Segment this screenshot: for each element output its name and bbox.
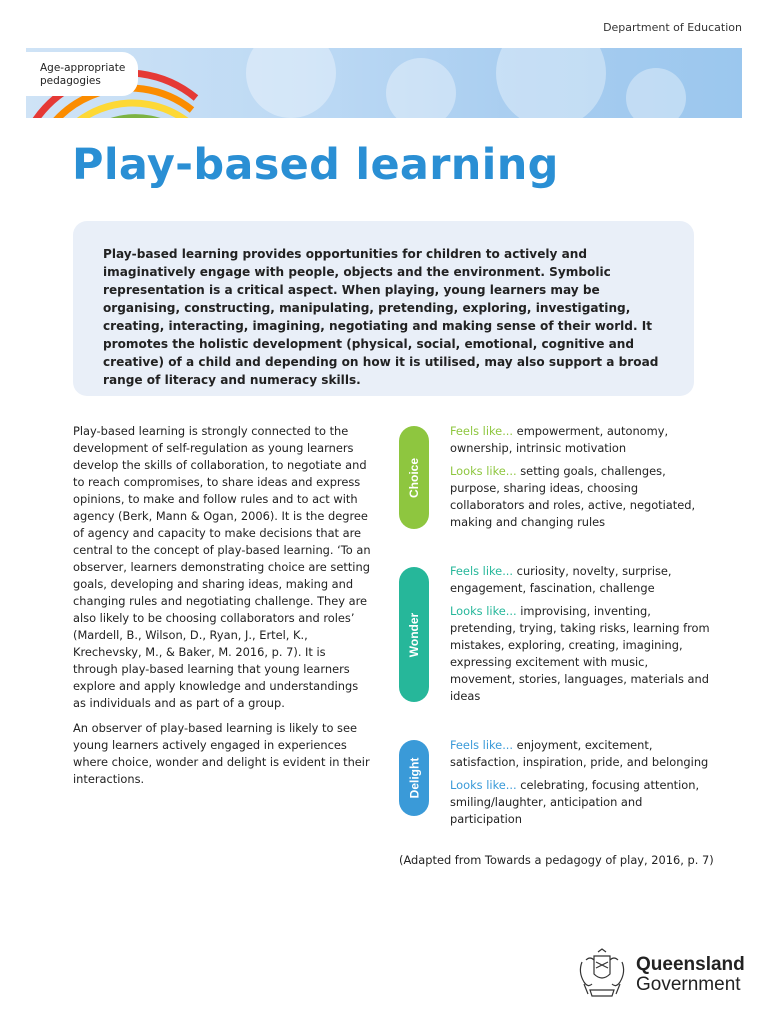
- choice-label: Choice: [407, 457, 422, 498]
- body-paragraph-2: An observer of play-based learning is likely to see young learners actively engaged in experiences where choice, wonder and delight is evident in their interactions.: [73, 721, 370, 786]
- delight-label: Delight: [407, 757, 422, 799]
- wonder-looks-text: improvising, inventing, pretending, trying, taking risks, learning from mistakes, exploring, creating, imagining, expressing excitement with music, movement, stories, languages, materials and ideas: [450, 604, 710, 703]
- citation: (Adapted from Towards a pedagogy of play, 2016, p. 7): [399, 853, 714, 867]
- qld-government-logo: [574, 948, 745, 1002]
- body-column: [73, 423, 373, 796]
- choice-description: [450, 423, 710, 537]
- wonder-looks-keyword: Looks like...: [450, 604, 517, 618]
- intro-box: Play-based learning provides opportunities for children to actively and imaginatively engage with people, objects and the environment. Symbolic representation is a critical aspect. When playing, young learners may be organising, constructing, manipulating, pretending, exploring, investigating, creating, interacting, imagining, negotiating and making sense of their world. It promotes the holistic development (physical, social, emotional, cognitive and creative) of a child and depending on how it is utilised, may also support a broad range of literacy and numeracy skills.: [73, 221, 694, 396]
- wonder-pill: [399, 567, 429, 702]
- wonder-feels-text: curiosity, novelty, surprise, engagement, fascination, challenge: [450, 564, 672, 595]
- coat-of-arms-icon: [574, 948, 630, 1002]
- tag-line-2: pedagogies: [40, 75, 101, 87]
- delight-looks-keyword: Looks like...: [450, 778, 517, 792]
- wonder-feels-keyword: Feels like...: [450, 564, 514, 578]
- delight-looks-text: celebrating, focusing attention, smiling/laughter, anticipation and participation: [450, 778, 700, 826]
- delight-feels-keyword: Feels like...: [450, 738, 514, 752]
- logo-line-1: Queensland: [636, 954, 745, 975]
- department-label: Department of Education: [603, 21, 742, 34]
- delight-feels-text: enjoyment, excitement, satisfaction, inspiration, pride, and belonging: [450, 738, 709, 769]
- body-paragraph-1: Play-based learning is strongly connected to the development of self-regulation as young learners develop the skills of collaboration, to negotiate and to reach compromises, to share ideas and express opinions, to make and follow rules and to act with agency (Berk, Mann & Ogan, 2006). It is the degree of agency and capacity to make decisions that are central to the concept of play-based learning. ‘To an observer, learners demonstrating choice are setting goals, developing and sharing ideas, making and changing rules and negotiating challenge. They are also likely to be choosing collaborators and roles’ (Mardell, B., Wilson, D., Ryan, J., Ertel, K., Krechevsky, M., & Baker, M. 2016, p. 7). It is through play-based learning that young learners explore and apply knowledge and understandings as individuals and as part of a group.: [73, 424, 371, 710]
- choice-pill: [399, 426, 429, 529]
- choice-looks-text: setting goals, challenges, purpose, sharing ideas, choosing collaborators and roles, active, negotiated, making and changing rules: [450, 464, 696, 529]
- delight-pill: [399, 740, 429, 816]
- wonder-description: [450, 563, 710, 711]
- wonder-label: Wonder: [407, 612, 422, 657]
- pedagogy-tag: [26, 52, 138, 96]
- choice-feels-text: empowerment, autonomy, ownership, intrinsic motivation: [450, 424, 669, 455]
- logo-line-2: Government: [636, 974, 741, 995]
- choice-feels-keyword: Feels like...: [450, 424, 514, 438]
- page-title: Play-based learning: [72, 140, 559, 190]
- delight-description: [450, 737, 710, 834]
- tag-line-1: Age-appropriate: [40, 62, 126, 74]
- choice-looks-keyword: Looks like...: [450, 464, 517, 478]
